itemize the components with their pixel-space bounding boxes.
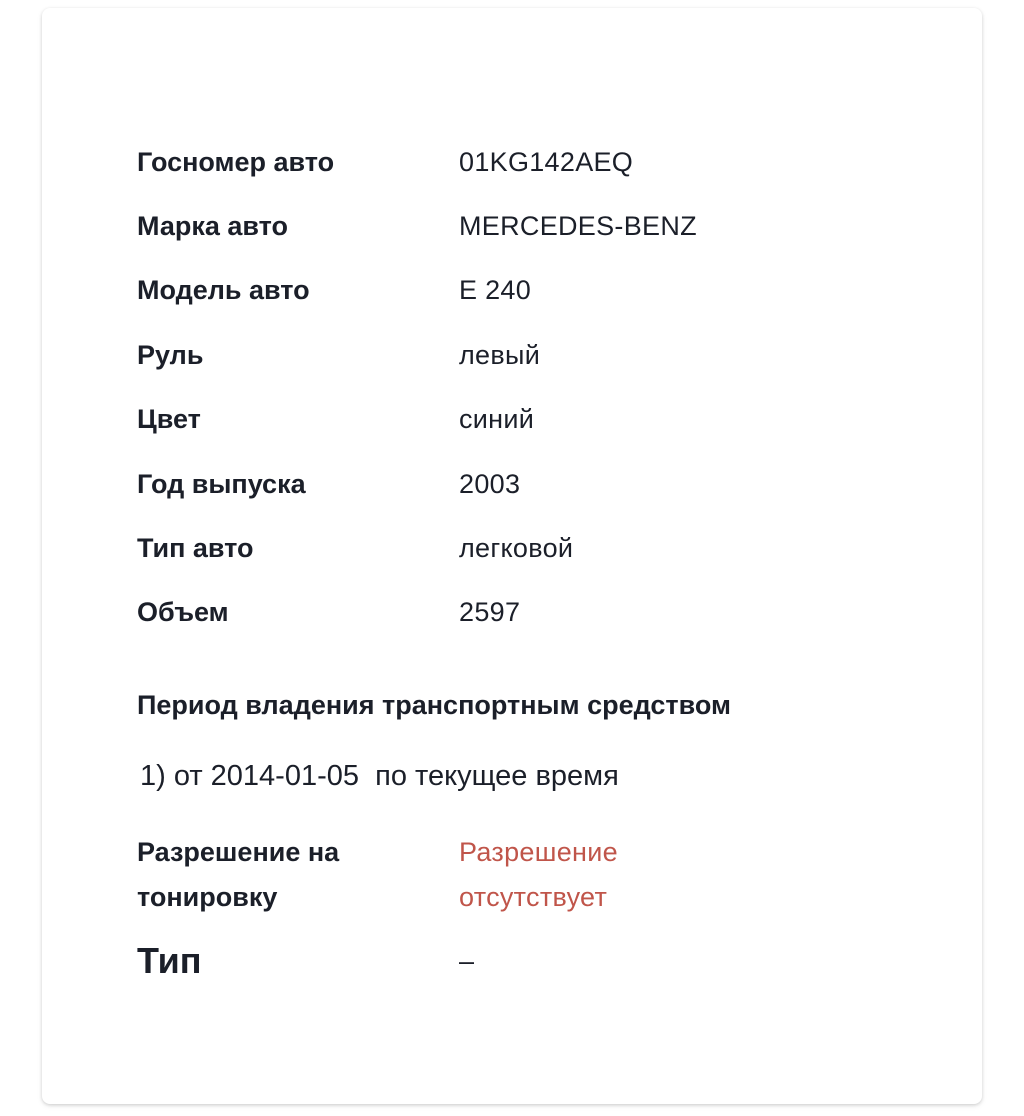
info-row-engine-volume: [137, 581, 697, 645]
type-value: –: [459, 945, 475, 976]
color-label: Цвет: [137, 404, 201, 435]
steering-label: Руль: [137, 339, 204, 370]
info-row-plate: [137, 130, 697, 194]
color-value: синий: [459, 404, 535, 435]
tint-permit-status-line1: Разрешение: [459, 837, 618, 867]
make-label: Марка авто: [137, 211, 288, 242]
model-value: E 240: [459, 275, 532, 306]
tint-permit-label-line2: тонировку: [137, 882, 278, 912]
make-value: MERCEDES-BENZ: [459, 211, 697, 242]
info-row-color: [137, 388, 697, 452]
tint-permit-label: [137, 830, 459, 920]
engine-volume-value: 2597: [459, 597, 521, 628]
vehicle-info-list: [137, 130, 697, 645]
tint-permit-label-line1: Разрешение на: [137, 837, 340, 867]
model-label: Модель авто: [137, 275, 310, 306]
ownership-period-item: 1) от 2014-01-05 по текущее время: [140, 760, 619, 792]
engine-volume-label: Объем: [137, 597, 229, 628]
vehicle-type-label: Тип авто: [137, 533, 254, 564]
info-row-make: [137, 194, 697, 258]
info-row-vehicle-type: [137, 516, 697, 580]
ownership-period-title: Период владения транспортным средством: [137, 690, 731, 720]
info-row-model: [137, 259, 697, 323]
vehicle-info-card: [42, 8, 982, 1104]
vehicle-type-value: легковой: [459, 533, 574, 564]
year-label: Год выпуска: [137, 468, 306, 499]
info-row-steering: [137, 323, 697, 387]
type-row: [137, 940, 474, 982]
year-value: 2003: [459, 468, 521, 499]
tint-permit-status-line2: отсутствует: [459, 882, 608, 912]
tint-permit-row: [137, 830, 618, 920]
plate-label: Госномер авто: [137, 146, 335, 177]
steering-value: левый: [459, 339, 541, 370]
type-label: Тип: [137, 940, 202, 981]
info-row-year: [137, 452, 697, 516]
plate-value: 01KG142AEQ: [459, 146, 634, 177]
tint-permit-status: [459, 830, 618, 920]
